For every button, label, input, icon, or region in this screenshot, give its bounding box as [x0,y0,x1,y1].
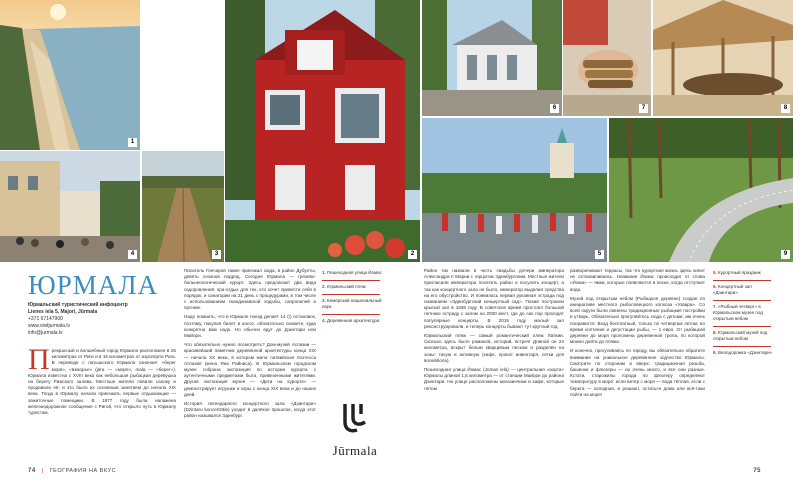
red-house-illustration [225,0,420,262]
legend-item: 7. «Рыбный четверг» в Юрмальском музее под открытым небом [713,304,763,321]
photo-legend-right [713,270,777,360]
logo-wordmark: Jūrmala [332,443,378,458]
paragraph: Пешеходная улица Йомас (Jomas iela) — центральная «аорта» Юрмалы длиной 1,5 километра — от станции Майори до района Дзинтари. На улице расположены магазинчики и кафе, которые летом [424,367,564,391]
legend-item: 6. Концертный зал «Дзинтари» [713,284,752,295]
photo-number: 8 [781,104,790,113]
paragraph: Что обязательно нужно посмотреть? Дом-музей Аспазии — красивейший памятник деревянной архитектуры конца XIX — начала XX века, в котором жила латвийская поэтесса Аспазия (жена Яна Райниса). В Юрмальском городском музее собрана экспозиция по истории курорта с аутентичными предметами быта, привезенными жителями. Другая экспозиция музея — «Дети на курорте» — демонстрирует игрушки и игры с конца XIX века и до наших дней. [184,342,316,397]
page-number: 75 [753,468,761,474]
info-block [28,302,178,337]
legend-item: 8. Юрмальский музей под открытым небом [713,330,768,341]
photo-number: 4 [128,250,137,259]
page-number: 74 [28,468,36,474]
photo-fish [563,0,651,116]
photo-beach-aerial [0,0,140,150]
photo-legend-left [322,270,384,328]
legend-item: 3. Кемерский национальный парк [322,298,382,309]
paragraph: История легендарного концертного зала «Дзинтари» (Dzintaru koncertzāle) уходит в далёкое прошлое, когда этот район назывался Эдинбург. [184,401,316,419]
footer-right [753,468,765,474]
legend-item: 1. Пешеходная улица Йомас [322,270,382,275]
photo-number: 6 [550,104,559,113]
jurmala-logo [320,400,390,459]
photo-concert-hall [422,0,562,116]
legend-item: 5. Курортный праздник [713,270,761,275]
paragraph: Надо помнить, что в Юрмале поезд делает 14 (!) остановок, поэтому, покупая билет в кассе, обязательно скажите, куда конкретно вам надо. Но обычно едут до Дзинтари или Майори. [184,314,316,339]
paragraph: Музей под открытым небом (Рыбацкое деревне) создан по инициативе местного рыболовецкого колхоза «Узвара». Со всей округи были свезены традиционные рыбацкие постройки и утварь. Обязательно прогуляйтесь сюда с детьми, им очень понравится. Вход бесплатный, только по четвергам летом, во время коптения и дегустации рыбы, — 1 евро. От рыбацкой деревни до моря проложена деревянная тропа, по которой можно дойти до пляжа. [570,295,705,345]
jomas-street-illustration [0,151,140,262]
legend-item: 2. Юрмальский пляж [322,284,366,289]
photo-jomas-street [0,151,140,262]
photo-number: 1 [128,138,137,147]
jurmala-logo-icon [337,400,373,436]
footer-left [28,468,116,474]
wooden-path-illustration [142,151,224,262]
bike-path-illustration [609,118,793,262]
photo-number: 2 [408,250,417,259]
text-column-4 [570,268,705,464]
open-air-museum-illustration [653,0,793,116]
photo-number: 5 [595,250,604,259]
beach-aerial-illustration [0,0,140,150]
footer-separator: | [41,468,44,474]
info-email[interactable]: info@jurmala.lv [28,330,63,336]
photo-red-house [225,0,420,262]
photo-bike-path [609,118,793,262]
photo-number: 9 [781,250,790,259]
info-phone: +371 67147900 [28,316,63,322]
text-column-2 [184,268,316,464]
paragraph: Район так назвали в честь свадьбы дочери императора Александра II Марии с герцогом Эдинбургским. Местные жители пригласили императора посетить район и посулить концерт, а так как концертного зала не было, император выделил средства на его обустройство. И появилась первая рукавная эстрада под названием «Эдинбургский концертный сад». Позже построили крытый зал в 1936 году. В советское время простоял большой летнюю эстраду с залом на 2000 мест, где до сих пор проходят популярные концерты. В 2015 году малый зал реконструировали, и теперь концерты бывают тут круглый год. [424,268,564,329]
photo-number: 3 [212,250,221,259]
info-org: Юрмальский туристический инфоцентр [28,302,128,308]
paragraph [28,348,176,416]
text-column-3 [424,268,564,464]
photo-wooden-path [142,151,224,262]
paragraph: И конечно, прогуливаясь по городу, вы обязательно обратите внимание на уникальное деревянное зодчество Юрмалы. Смотрите по сторонам и вверх: традиционная резьба, башенки и флюгеры — их очень много, и все они разные. Кстати, старожилы города по флюгеру определяют температуру в море: если ветер с моря — вода тёплая, если с берега — холодная, и решают, остаться дома или всё-таки пойти на море! [570,348,705,397]
paragraph: разворачивают террасы, так что курортная жизнь здесь кипит не останавливаясь. Название Йомас происходит от слова «Йома» — ямки, которые появляются в песке, когда отступает вода. [570,268,705,292]
footer-section-title: ГЕОГРАФИЯ НА ВКУС [49,468,117,474]
fish-illustration [563,0,651,116]
paragraph: Писатель Гончаров также приезжал сюда, в район Дубулты, девять сезонов подряд. Сегодня Юрмала — грязево-бальнеологический курорт. Здесь предлагают два вида оздоровления: spa-отдых для тех, кто хочет привести себя в порядок, и санатории на 21 день с процедурами, в том числе с использованием скандинавской ходьбы, сапропелей и прочим. [184,268,316,311]
text-column-1 [28,348,176,463]
legend-item: 9. Велодорожка «Дзинтари» [713,350,773,355]
info-website[interactable]: www.visitjurmala.lv [28,323,70,329]
paragraph: Юрмальский пляж — самый романтический пляж Латвии. Сколько здесь было романов, историй, встреч! Длиной он 24 километра, вскрыт белым кварцевым песком и разделён на зоны: тихую и активную (кафе, прокат инвентаря, сетки для волейбола). [424,333,564,363]
festival-illustration [422,118,607,262]
dropcap: П [28,348,50,376]
concert-hall-illustration [422,0,562,116]
legend-item: 4. Деревянная архитектура [322,318,380,323]
photo-open-air-museum [653,0,793,116]
info-address: Lienes iela 5, Majori, Jūrmala [28,309,98,315]
page-title: ЮРМАЛА [28,270,159,300]
paragraph-text: рекрасный и волшебный город Юрмала расположен в 25 километрах от Риги и в 15 километрах от аэропорта Рига. В переводе с латышского Юрмала означает «берег моря», «взморье» (jūra — «море», mala — «берег»). Юрмала известна с XVIII века как небольшая рыбацкая деревушка на берегу Рижского залива. Местные жители ловили салаку и продавали её, и это было их основным занятием до начала XIX века. Тогда в Юрмалу начали приезжать первые отдыхающие — зажиточные помещики. В 1877 году была налажена железнодорожное сообщение с Ригой, что открыло путь в Юрмалу туристам. [28,348,176,416]
photo-festival [422,118,607,262]
photo-number: 7 [639,104,648,113]
